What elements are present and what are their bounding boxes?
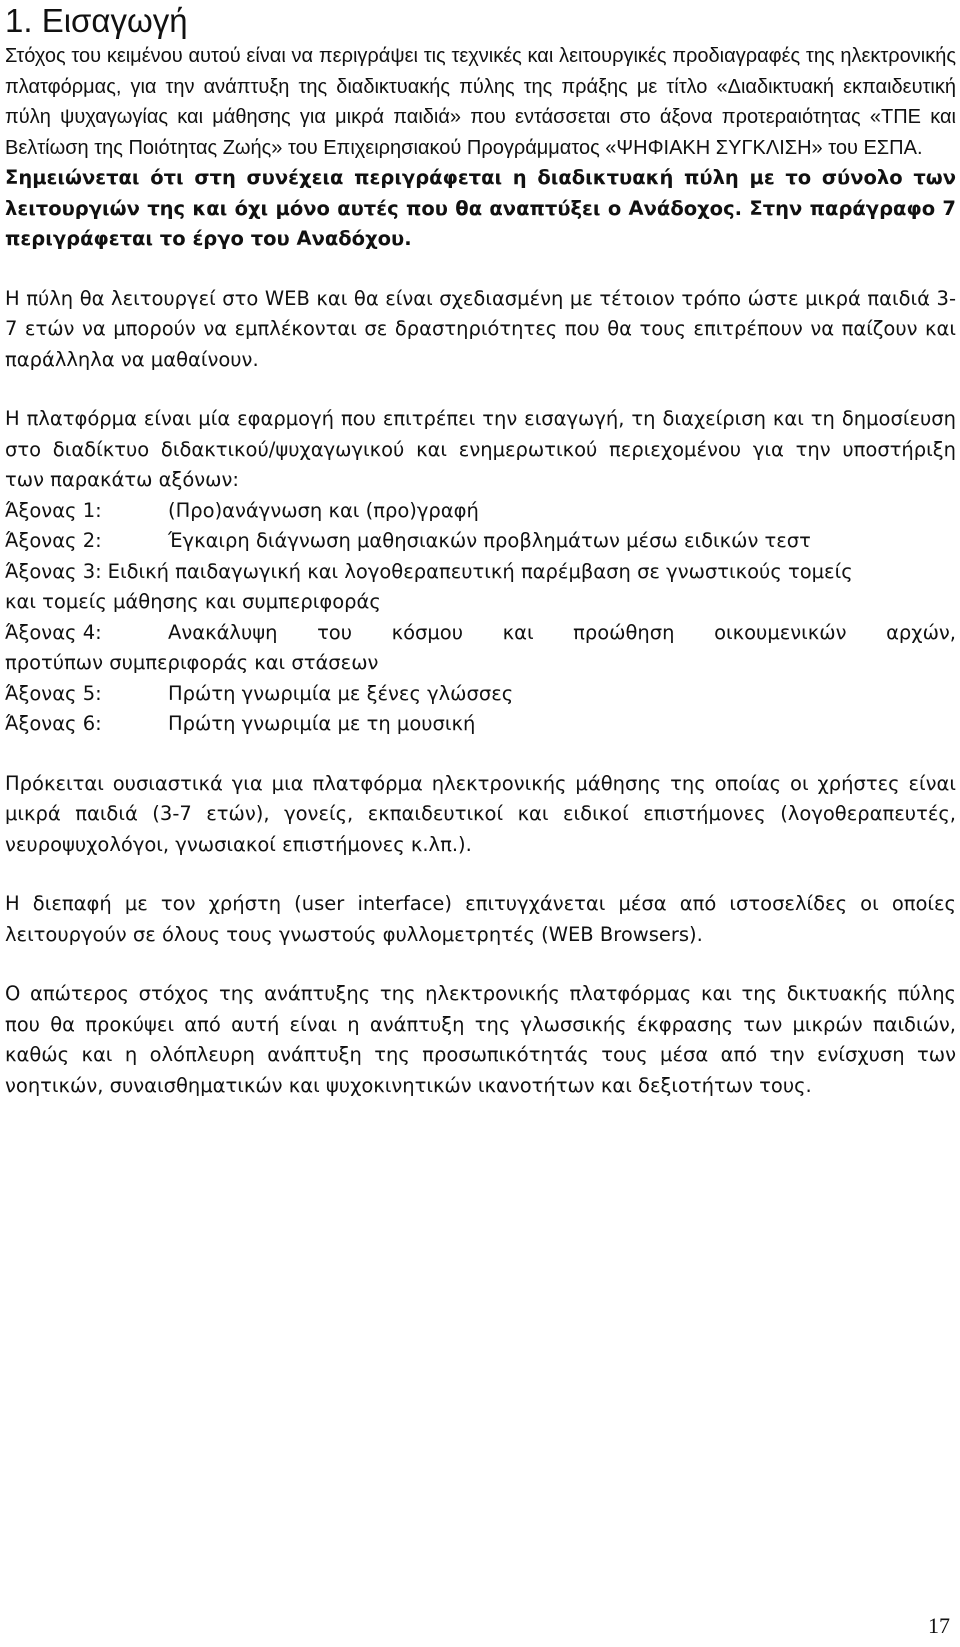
axis-item-1 (5, 496, 956, 527)
axis-label: Άξονας 2: (5, 529, 102, 552)
section-heading: 1. Εισαγωγή (5, 2, 188, 39)
axis-label: Άξονας 4: (5, 620, 102, 644)
axis-item-3-continuation (5, 587, 956, 618)
axis-item-4 (5, 618, 956, 649)
axis-text: Πρώτη γνωριμία με τη μουσική (168, 712, 476, 735)
platform-paragraph: Η πλατφόρμα είναι μία εφαρμογή που επιτρέπει την εισαγωγή, τη διαχείριση και τη δημοσίευση στο διαδίκτυο διδακτικού/ψυχαγωγικού και ενημερωτικού περιεχομένου για την υποστήριξη των παρακάτω αξόνων: (5, 407, 956, 491)
axis-label: Άξονας 5: (5, 681, 102, 705)
note-paragraph-bold: Σημειώνεται ότι στη συνέχεια περιγράφεται η διαδικτυακή πύλη με το σύνολο των λειτουργιών της και όχι μόνο αυτές που θα αναπτύξει ο Ανάδοχος. Στην παράγραφο 7 περιγράφεται το έργο του Αναδόχου. (5, 166, 956, 250)
axis-label: Άξονας 1: (5, 498, 102, 522)
axis-text: Πρώτη γνωριμία με ξένες γλώσσες (168, 681, 514, 705)
axis-text: Ανακάλυψη του κόσμου και προώθηση οικουμενικών αρχών, (168, 620, 956, 644)
axis-text: Ειδική παιδαγωγική και λογοθεραπευτική παρέμβαση σε γνωστικούς τομείς (107, 559, 853, 583)
axis-item-6 (5, 709, 956, 740)
axis-text: Έγκαιρη διάγνωση μαθησιακών προβλημάτων μέσω ειδικών τεστ (168, 529, 811, 552)
axis-label: Άξονας 6: (5, 712, 102, 735)
page-number: 17 (928, 1613, 950, 1638)
axis-label: Άξονας 3: (5, 559, 102, 583)
axis-item-3 (5, 557, 956, 588)
document-page (5, 0, 956, 1101)
goal-paragraph: Ο απώτερος στόχος της ανάπτυξης της ηλεκτρονικής πλατφόρμας και της δικτυακής πύλης που θα προκύψει από αυτή είναι η ανάπτυξη της γλωσσικής έκφρασης των μικρών παιδιών, καθώς και η ολόπλευρη ανάπτυξη της προσωπικότητάς τους μέσα από την ενίσχυση των νοητικών, συναισθηματικών και ψυχοκινητικών ικανοτήτων και δεξιοτήτων τους. (5, 982, 956, 1097)
web-paragraph: Η πύλη θα λειτουργεί στο WEB και θα είναι σχεδιασμένη με τέτοιον τρόπο ώστε μικρά παιδιά 3-7 ετών να μπορούν να εμπλέκονται σε δραστηριότητες που θα τους επιτρέπουν να παίζουν και παράλληλα να μαθαίνουν. (5, 286, 956, 371)
axis-item-4-continuation (5, 648, 956, 679)
intro-paragraph: Στόχος του κειμένου αυτού είναι να περιγράψει τις τεχνικές και λειτουργικές προδιαγραφές της ηλεκτρονικής πλατφόρμας, για την ανάπτυξη της διαδικτυακής πύλης της πράξης με τίτλο «Διαδικτυακή εκπαιδευτική πύλη ψυχαγωγίας και μάθησης για μικρά παιδιά» που εντάσσεται στο άξονα προτεραιότητας «ΤΠΕ και Βελτίωση της Ποιότητας Ζωής» του Επιχειρησιακού Προγράμματος «ΨΗΦΙΑΚΗ ΣΥΓΚΛΙΣΗ» του ΕΣΠΑ. (5, 45, 956, 159)
axis-item-2 (5, 526, 956, 557)
users-paragraph: Πρόκειται ουσιαστικά για μια πλατφόρμα ηλεκτρονικής μάθησης της οποίας οι χρήστες είναι μικρά παιδιά (3-7 ετών), γονείς, εκπαιδευτικοί και ειδικοί επιστήμονες (λογοθεραπευτές, νευροψυχολόγοι, γνωσιακοί επιστήμονες κ.λπ.). (5, 771, 956, 856)
axis-continuation: και τομείς μάθησης και συμπεριφοράς (5, 590, 381, 613)
axis-text: (Προ)ανάγνωση και (προ)γραφή (168, 498, 479, 522)
axes-list (5, 496, 956, 740)
interface-paragraph: Η διεπαφή με τον χρήστη (user interface) επιτυγχάνεται μέσα από ιστοσελίδες οι οποίες λειτουργούν σε όλους τους γνωστούς φυλλομετρητές (WEB Browsers). (5, 892, 956, 946)
axis-continuation: προτύπων συμπεριφοράς και στάσεων (5, 651, 379, 674)
axis-item-5 (5, 679, 956, 710)
